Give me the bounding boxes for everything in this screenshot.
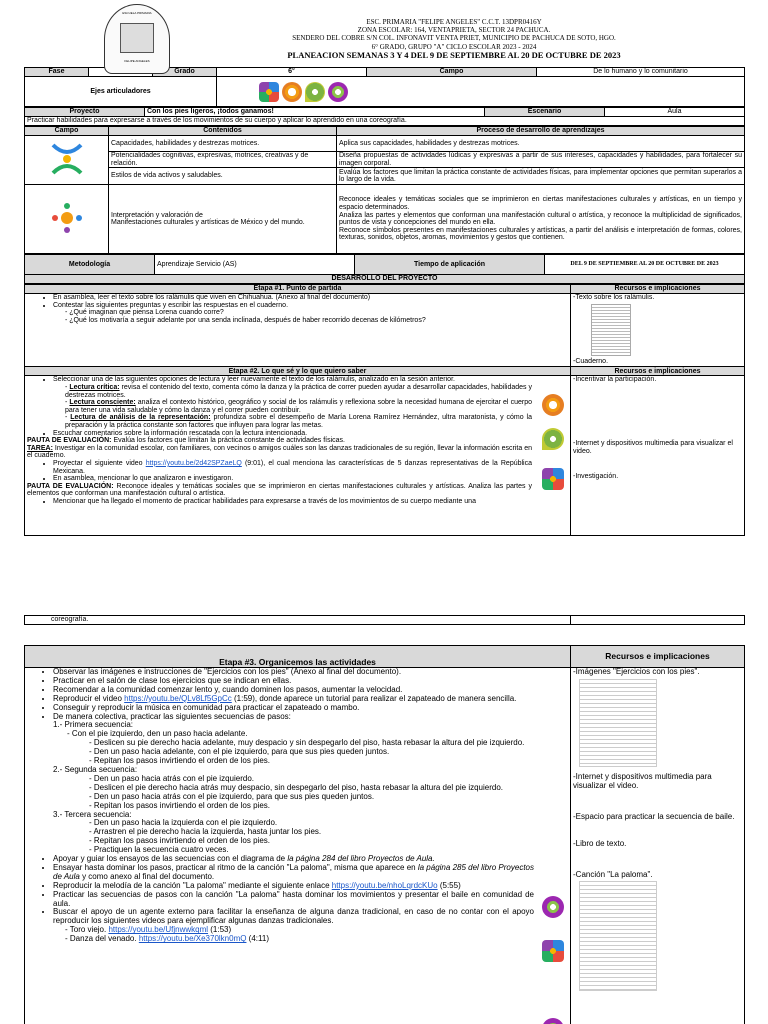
stage3-table (24, 645, 745, 1024)
etapa3-resource-4: -Libro de texto. (573, 838, 627, 848)
etapa3-resource-2: -Internet y dispositivos multimedia para visualizar el video. (573, 771, 712, 790)
etapa1-resource-2: -Cuaderno. (573, 357, 609, 365)
etapa1-resources (571, 294, 745, 367)
header-text (174, 18, 734, 59)
video-item-toro-viejo: - Toro viejo. https://youtu.be/Ufjnwwkqml (1:53) (65, 926, 534, 935)
arts-icon (542, 896, 564, 918)
school-name: ESC. PRIMARIA "FELIPE ANGELES" C.C.T. 13DPR0416Y (366, 18, 542, 26)
col-campo: Campo (25, 127, 109, 136)
etapa2-reading-1: - Lectura crítica: revisa el contenido del texto, comenta cómo la danza y la práctica de correr pueden ayudar a desarrollar capacidades, habilidades y destrezas motrices. (65, 384, 532, 399)
etapa2-item-5: • Mencionar que ha llegado el momento de practicar habilidades para expresarse a través de los movimientos de su cuerpo mediante una (53, 498, 532, 506)
etapa2-reading-3: - Lectura de análisis de la representación: profundiza sobre el desempeño de María Lorena Ramírez Hernández, ultra maratonista, y cómo la preparación y la práctica constante son factores que influyen para lograr las metas. (65, 414, 532, 429)
continuation-table (24, 615, 745, 625)
etapa2-resource-2: -Internet y dispositivos multimedia para visualizar el video. (573, 439, 733, 455)
grado-label: Grado (153, 68, 217, 77)
etapa2-resource-1: -Incentivar la participación. (573, 376, 657, 384)
method-table (24, 254, 745, 284)
etapa3-item-1: • Observar las imágenes e instrucciones de "Ejercicios con los pies" (Anexo al final del documento). (53, 668, 534, 677)
video-item-danza-venado: - Danza del venado. https://youtu.be/Xe370lkn0mQ (4:11) (65, 935, 534, 944)
campo-icon-cell-2 (25, 185, 109, 254)
document-header (24, 0, 744, 67)
etapa2-resources (571, 376, 745, 536)
proyecto-value: Con los pies ligeros, ¡todos ganamos! (145, 108, 485, 117)
etapa3-item-3: • Recomendar a la comunidad comenzar lento y, cuando dominen los pasos, aumentar la velocidad. (53, 686, 534, 695)
school-zone: ZONA ESCOLAR: 164, VENTAPRIETA, SECTOR 24 PACHUCA. (357, 26, 551, 35)
raramuri-text-thumbnail (591, 304, 631, 356)
contenido-4: Interpretación y valoración de Manifestaciones culturales y artísticas de México y del mundo. (109, 185, 337, 254)
etapa2-reading-2: - Lectura consciente: analiza el contexto histórico, geográfico y social de los ralámulis y reflexiona sobre la necesidad humana de ejercitar el cuerpo para tener una vida saludable y cómo la danza y el correr pueden contribuir. (65, 399, 532, 414)
video-link-toro-viejo[interactable]: https://youtu.be/Ufjnwwkqml (108, 925, 209, 935)
etapa1-question-1: - ¿Qué imaginan que piensa Lorena cuando corre? (65, 309, 568, 317)
etapa1-title: Etapa #1. Punto de partida (25, 285, 571, 294)
contenido-1: Capacidades, habilidades y destrezas motrices. (109, 136, 337, 152)
campo-value: De lo humano y lo comunitario (537, 68, 745, 77)
etapa3-item-5: • Conseguir y reproducir la música en comunidad para practicar el zapateado o mambo. (53, 704, 534, 713)
etapa2-evaluation-2: PAUTA DE EVALUACIÓN: Reconoce ideales y temáticas sociales que se imprimieron en ciertas manifestaciones culturales y artísticas. Analiza las partes y elementos que conforman una manifestación cultural o artística. (27, 482, 532, 498)
pda-4: Reconoce ideales y temáticas sociales que se imprimieron en ciertas manifestaciones culturales y artísticas, en un tiempo y espacio determinados. Analiza las partes y elementos que conforman una manifestación cultural o artística, y reconoce la multiplicidad de significados, puntos de vista y concepciones del mundo en ella. Reconoce símbolos presentes en manifestaciones culturales y artísticas, a partir del análisis e interpretación de formas, colores, texturas, sonidos, objetos, aromas, movimientos y gestos que contienen. (337, 185, 745, 254)
planning-page-2 (24, 615, 744, 625)
etapa1-question-2: - ¿Qué los motivaría a seguir adelante por una senda inclinada, después de haber recorrido decenas de kilómetros? (65, 317, 568, 325)
etapa1-item-1: • En asamblea, leer el texto sobre los ralámulis que viven en Chihuahua. (Anexo al final del documento) (53, 294, 568, 302)
foot-exercises-thumbnail (579, 679, 657, 767)
video-link-zapateado[interactable]: https://youtu.be/QLv8Lf5GpCc (124, 693, 232, 703)
etapa3-item-7: • Apoyar y guiar los ensayos de las secuencias con el diagrama de la página 284 del libro Proyectos de Aula. (53, 855, 534, 864)
etapa2-item-3: • Proyectar el siguiente video https://youtu.be/2d42SPZaeLQ (9:01), el cual menciona las características de 5 danzas representativas de la República Mexicana. (53, 460, 532, 475)
escenario-value: Aula (605, 108, 745, 117)
etapa2-body (25, 376, 571, 536)
song-link-la-paloma[interactable]: https://youtu.be/nhoLqrdcKUo (331, 880, 438, 890)
fase-label: Fase (25, 68, 89, 77)
pda-3: Evalúa los factores que limitan la práctica constante de actividades físicas, para implementar opciones que permitan superarlos a lo largo de la vida. (337, 168, 745, 185)
etapa3-resource-1: -Imágenes "Ejercicios con los pies". (573, 667, 700, 676)
ejes-label: Ejes articuladores (25, 77, 217, 107)
escenario-label: Escenario (485, 108, 605, 117)
sustainability-icon (305, 82, 325, 102)
etapa2-title: Etapa #2. Lo que sé y lo que quiero saber (25, 367, 571, 376)
etapa2-item-1: • Seleccionar una de las siguientes opciones de lectura y leer nuevamente el texto de los ralámulis, analizado en la sesión anterior. (53, 376, 532, 384)
etapa2-homework: TAREA: Investigar en la comunidad escolar, con familiares, con vecinos o amigos cuáles son las danzas tradicionales de su región, llevar la información escrita en el cuaderno. (27, 444, 532, 460)
contents-table (24, 126, 745, 254)
inclusion-icon (542, 940, 564, 962)
stages-table (24, 284, 745, 536)
etapa1-body (25, 294, 571, 367)
col-contenidos: Contenidos (109, 127, 337, 136)
recursos-header-1: Recursos e implicaciones (571, 285, 745, 294)
contenido-2: Potencialidades cognitivas, expresivas, motrices, creativas y de relación. (109, 152, 337, 168)
planning-title: PLANEACION SEMANAS 3 Y 4 DEL 9 DE SEPTIEMBRE AL 20 DE OCTUBRE DE 2023 (287, 49, 621, 60)
metodologia-value: Aprendizaje Servicio (AS) (155, 255, 355, 275)
tiempo-value: DEL 9 DE SEPTIEMBRE AL 20 DE OCTUBRE DE 2023 (545, 255, 745, 275)
etapa3-item-4: • Reproducir el video https://youtu.be/QLv8Lf5GpCc (1:59), donde aparece un tutorial para realizar el zapateado de manera sencilla. (53, 695, 534, 704)
arts-icon (328, 82, 348, 102)
etapa3-resource-3: -Espacio para practicar la secuencia de baile. (573, 811, 735, 821)
desarrollo-title: DESARROLLO DEL PROYECTO (25, 275, 745, 284)
etapa3-body (25, 668, 571, 1024)
school-logo (104, 4, 170, 74)
recursos-header-3: Recursos e implicaciones (571, 646, 745, 668)
human-community-icon (47, 139, 87, 179)
grado-value: 6° (217, 68, 367, 77)
planning-page-3 (24, 645, 744, 1024)
arts-icon (542, 1018, 564, 1024)
proyecto-label: Proyecto (25, 108, 145, 117)
etapa2-item-4: • En asamblea, mencionar lo que analizaron e investigaron. (53, 475, 532, 483)
etapa3-resource-5: -Canción "La paloma". (573, 869, 653, 879)
pda-1: Aplica sus capacidades, habilidades y destrezas motrices. (337, 136, 745, 152)
school-grade: 6° GRADO, GRUPO "A" CICLO ESCOLAR 2023 - 2024 (371, 42, 537, 51)
video-link-danza-venado[interactable]: https://youtu.be/Xe370lkn0mQ (138, 934, 247, 944)
la-paloma-lyrics-thumbnail (579, 881, 657, 991)
school-address: SENDERO DEL COBRE S/N COL. INFONAVIT VENTA PRIET, MUNICIPIO DE PACHUCA DE SOTO, HGO. (292, 34, 616, 43)
project-objective: Practicar habilidades para expresarse a través de los movimientos de su cuerpo y aplicar lo aprendido en una coreografía. (25, 117, 745, 126)
planning-page-1 (24, 0, 744, 536)
arts-field-icon (47, 198, 87, 238)
etapa2-evaluation-1: PAUTA DE EVALUACIÓN: Evalúa los factores que limitan la práctica constante de actividades físicas. (27, 437, 345, 445)
metodologia-label: Metodología (25, 255, 155, 275)
etapa3-item-6: • De manera colectiva, practicar las siguientes secuencias de pasos: (53, 713, 534, 722)
inclusion-icon (542, 468, 564, 490)
ejes-icons (217, 77, 745, 107)
inclusion-icon (259, 82, 279, 102)
project-table (24, 107, 745, 126)
etapa1-item-2: • Contestar las siguientes preguntas y escribir las respuestas en el cuaderno. (53, 302, 568, 310)
video-link-danzas[interactable]: https://youtu.be/2d42SPZaeLQ (145, 459, 242, 467)
etapa3-item-8: • Ensayar hasta dominar los pasos, practicar al ritmo de la canción "La paloma", misma que aparece en la página 285 del libro Proyectos de Aula y como anexo al final del documento. (53, 864, 534, 882)
etapa3-item-10: • Practicar las secuencias de pasos con la canción "La paloma" hasta dominar los movimientos y presentar el baile en comunidad de aula. (53, 891, 534, 909)
sequence-1: 1.- Primera secuencia: - Con el pie izquierdo, den un paso hacia adelante. - Deslicen su pie derecho hacia adelante, muy despacio y sin despegarlo del piso, hasta rebasar la altura del pie izquierdo. - Den un paso hacia adelante, con el pie izquierdo, para que sus pies queden juntos. - Repitan los pasos invirtiendo el orden de los pies. 2.- Segunda secuencia: - Den un paso hacia atrás con el pie izquierdo. - Deslicen el pie derecho hacia atrás muy despacio, sin despegarlo del piso, hasta rebasar la altura del pie izquierdo. - Den un paso hacia atrás con el pie izquierdo, para que sus pies queden juntos. - Repitan los pasos invirtiendo el orden de los pies. 3.- Tercera secuencia: - Den un paso hacia la izquierda con el pie izquierdo. - Arrastren el pie derecho hacia la izquierda, hasta juntar los pies. - Repitan los pasos invirtiendo el orden de los pies. - Practiquen la secuencia cuatro veces. (27, 721, 534, 855)
etapa3-item-9: • Reproducir la melodía de la canción "La paloma" mediante el siguiente enlace https://youtu.be/nhoLqrdcKUo (5:55) (53, 882, 534, 891)
etapa3-resources (571, 668, 745, 1024)
pda-2: Diseña propuestas de actividades lúdicas y expresivas a partir de sus intereses, capacidades y habilidades, para fortalecer su imagen corporal. (337, 152, 745, 168)
recursos-header-2: Recursos e implicaciones (571, 367, 745, 376)
logo-caption-bottom: FELIPE ANGELES (124, 59, 150, 63)
etapa3-title: Etapa #3. Organicemos las actividades (25, 646, 571, 668)
campo-label: Campo (367, 68, 537, 77)
etapa3-item-11: • Buscar el apoyo de un agente externo para facilitar la enseñanza de alguna danza tradicional, en caso de no contar con el apoyo reproducir los siguientes videos para ejemplificar algunas danzas tradicionales. (53, 908, 534, 926)
campo-icon-cell-1 (25, 136, 109, 185)
etapa2-item-2: • Escuchar comentarios sobre la información rescatada con la lectura intencionada. (53, 430, 532, 438)
tiempo-label: Tiempo de aplicación (355, 255, 545, 275)
col-pda: Proceso de desarrollo de aprendizajes (337, 127, 745, 136)
logo-caption-top: ESCUELA PRIMARIA (122, 11, 152, 15)
contenido-3: Estilos de vida activos y saludables. (109, 168, 337, 185)
etapa2-item-5-continuation: coreografía. (25, 616, 571, 625)
critical-thinking-icon (282, 82, 302, 102)
etapa3-item-2: • Practicar en el salón de clase los ejercicios que se indican en ellas. (53, 677, 534, 686)
etapa1-resource-1: -Texto sobre los ralámulis. (573, 294, 655, 302)
etapa2-resource-3: -Investigación. (573, 473, 619, 481)
